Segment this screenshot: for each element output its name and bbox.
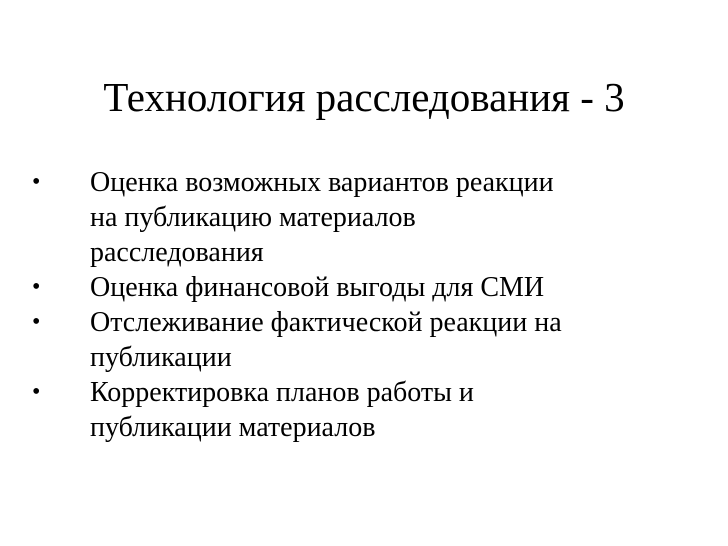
slide-title: Технология расследования - 3 [103, 74, 625, 120]
bullet-line: Оценка финансовой выгоды для СМИ [90, 272, 545, 303]
bullet-icon: • [32, 379, 41, 405]
bullet-line: Оценка возможных вариантов реакции [90, 167, 554, 198]
bullet-line: Корректировка планов работы и [90, 377, 474, 408]
bullet-item [32, 270, 672, 305]
bullet-item [32, 375, 672, 445]
bullet-list [32, 165, 672, 445]
bullet-line: публикации материалов [90, 412, 376, 443]
bullet-icon: • [32, 309, 41, 335]
bullet-item [32, 305, 672, 375]
bullet-icon: • [32, 169, 41, 195]
bullet-item [32, 165, 672, 270]
bullet-icon: • [32, 274, 41, 300]
bullet-line: публикации [90, 342, 232, 373]
bullet-line: на публикацию материалов [90, 202, 416, 233]
bullet-line: Отслеживание фактической реакции на [90, 307, 562, 338]
bullet-line: расследования [90, 237, 264, 268]
